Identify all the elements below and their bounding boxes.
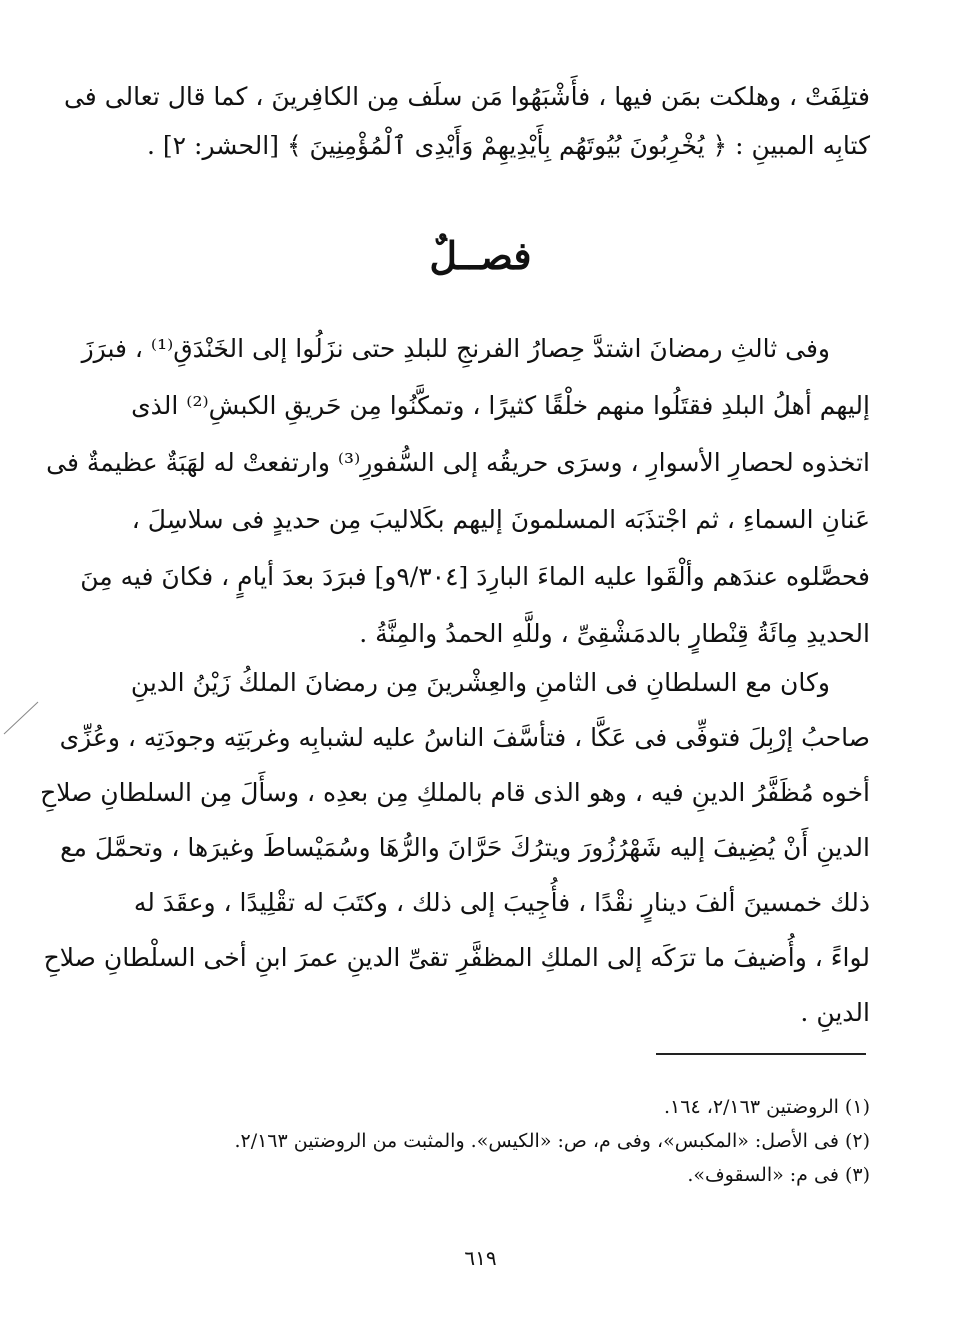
paragraph-line: وكان مع السلطانِ فى الثامنِ والعِشْرينَ مِن رمضانَ الملكُ زَيْنُ الدينِ [130, 668, 830, 697]
page-number: ٦١٩ [464, 1246, 497, 1270]
intro-paragraph [63, 72, 870, 170]
paragraph-line: الحديدِ مِائَةُ قِنْطارٍ بالدمَشْقِىِّ ، وللَّهِ الحمدُ والمِنَّةُ . [359, 619, 870, 648]
paragraph-line: الدينِ أَنْ يُضِيفَ إليه شَهْرُزُورَ ويترُكَ حَرَّانَ والرُّهَا وسُمَيْساطَ وغيرَها ، وتحمَّلَ مع [60, 833, 870, 862]
section-heading-text: فصــلٌ [429, 233, 532, 278]
paragraph-1 [46, 320, 870, 662]
footnotes [158, 1090, 870, 1192]
footnote: (١) الروضتين ٢/١٦٣، ١٦٤. [663, 1096, 870, 1118]
paragraph-line: الدينِ . [800, 998, 870, 1027]
paragraph-line: ذلك خمسينَ ألفَ دينارٍ نقْدًا ، فأُجِيبَ إلى ذلك ، وكتَبَ له تقْلِيدًا ، وعقَدَ له [133, 888, 870, 917]
paragraph-line: وفى ثالثِ رمضانَ اشتدَّ حِصارُ الفرنجِ للبلدِ حتى نزَلُوا إلى الخَنْدَقِ⁽¹⁾ ، فبرَزَ [81, 334, 830, 363]
intro-line: كتابِه المبينِ : ﴿ يُخْرِبُونَ بُيُوتَهُم بِأَيْدِيهِمْ وَأَيْدِى ٱلْمُؤْمِنِينَ ﴾ [الحشر: ٢] . [146, 131, 870, 160]
footnote: (٢) فى الأصل: «المكبس»، وفى م، ص: «الكيس». والمثبت من الروضتين ٢/١٦٣. [234, 1130, 870, 1152]
scan-artifact-line [2, 700, 42, 740]
paragraph-line: أخوه مُظَفَّرُ الدينِ فيه ، وهو الذى قام بالملكِ مِن بعدِه ، وسأَلَ مِن السلطانِ صلاحِ [40, 778, 870, 807]
paragraph-line: صاحبُ إرْبِلَ فتوفِّى فى عَكَّا ، فتأسَّفَ الناسُ عليه لشبابِه وغربَتِه وجودَتِه ، وعُزِّى [59, 723, 870, 752]
paragraph-line: عَنانِ السماءِ ، ثم اجْتذَبَه المسلمونَ إليهم بكَلاليبَ مِن حديدٍ فى سلاسِلَ ، [131, 505, 870, 534]
paragraph-2 [40, 655, 870, 1040]
paragraph-line: لواءً ، وأُضيفَ ما ترَكَه إلى الملكِ المظفَّرِ تقىِّ الدينِ عمرَ ابنِ أخى السلْطانِ صلاحِ [43, 943, 870, 972]
footnote-divider [656, 1053, 866, 1055]
paragraph-line: إليهم أهلُ البلدِ فقتَلُوا منهم خلْقًا كثيرًا ، وتمكَّنُوا مِن حَريقِ الكبشِ⁽²⁾ الذى [131, 391, 870, 420]
paragraph-line: اتخذوه لحصارِ الأسوارِ ، وسرَى حريقُه إلى السُّفورِ⁽³⁾ وارتفعتْ له لهَبَةٌ عظيمةٌ فى [46, 448, 870, 477]
intro-line: فتلِفَتْ ، وهلكت بمَن فيها ، فأَشْبَهُوا مَن سلَف مِن الكافِرينَ ، كما قال تعالى فى [63, 82, 870, 111]
footnote: (٣) فى م: «السقوف». [687, 1164, 870, 1186]
paragraph-line: فحصَّلوه عندَهم وألْقَوا عليه الماءَ البارِدَ [٩/٣٠٤و] فبرَدَ بعدَ أيامٍ ، فكانَ فيه مِنَ [80, 562, 870, 591]
section-heading [0, 226, 961, 286]
